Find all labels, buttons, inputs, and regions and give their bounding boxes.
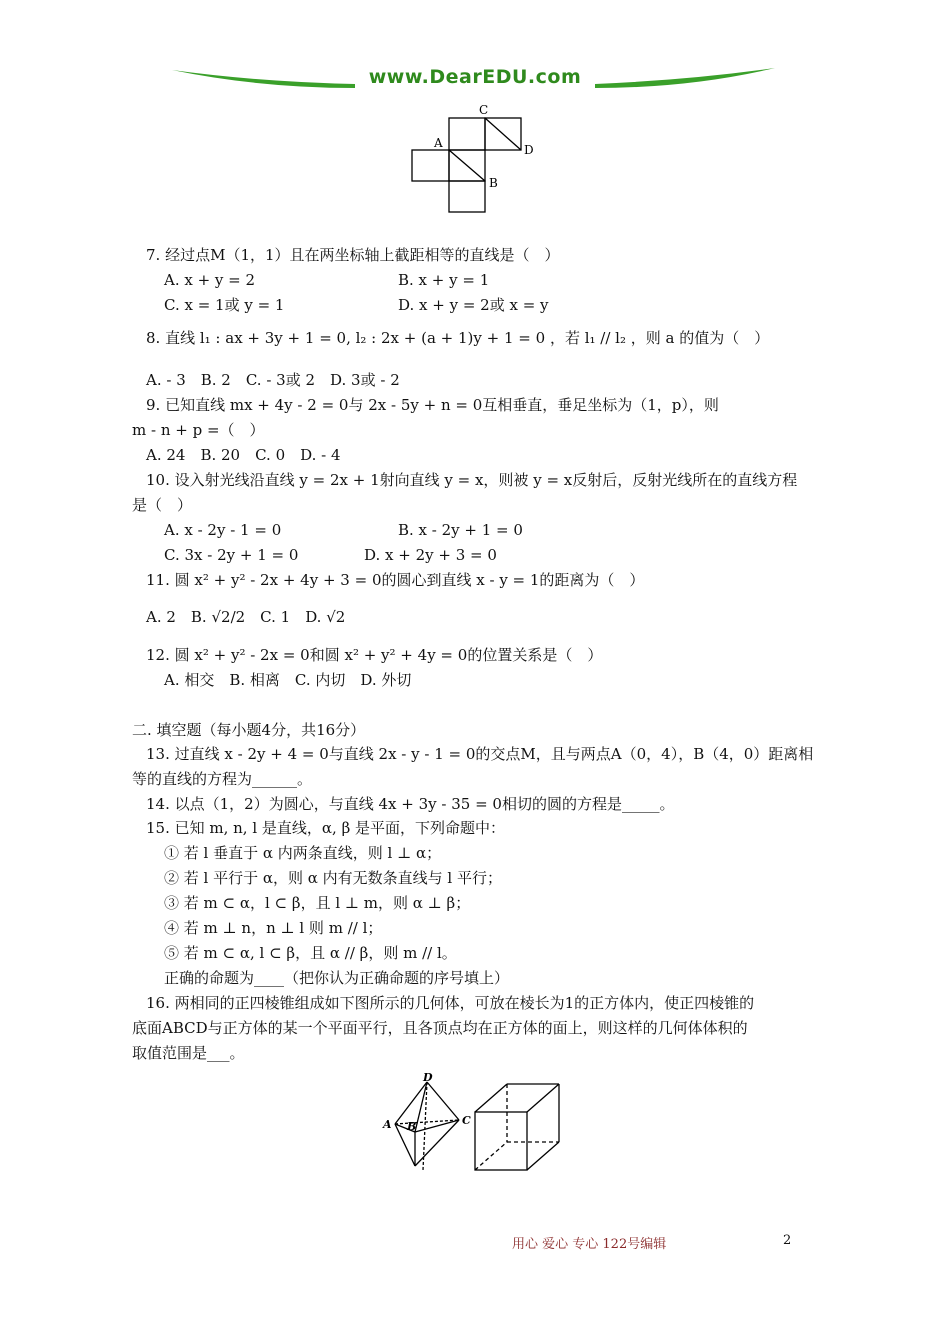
site-header bbox=[170, 62, 780, 96]
solid-label-d: D bbox=[423, 1071, 433, 1084]
q10-option-a: A. x - 2y - 1 = 0 bbox=[164, 521, 282, 539]
q10-stem-line2: 是（ ） bbox=[132, 496, 193, 514]
q7-option-b: B. x + y = 1 bbox=[398, 271, 490, 289]
q15-stem: 15. 已知 m, n, l 是直线，α, β 是平面，下列命题中： bbox=[146, 819, 506, 837]
q8-options: A. - 3 B. 2 C. - 3或 2 D. 3或 - 2 bbox=[146, 371, 400, 389]
q16-line2: 底面ABCD与正方体的某一个平面平行，且各顶点均在正方体的面上，则这样的几何体体积的 bbox=[132, 1019, 748, 1037]
q14-line: 14. 以点（1，2）为圆心，与直线 4x + 3y - 35 = 0相切的圆的方程是_____。 bbox=[146, 795, 675, 813]
q7-option-d: D. x + y = 2或 x = y bbox=[398, 296, 549, 314]
solid-label-b: B bbox=[407, 1120, 417, 1133]
footer-credit: 用心 爱心 专心 122号编辑 bbox=[512, 1237, 667, 1252]
q7-stem: 7. 经过点M（1，1）且在两坐标轴上截距相等的直线是（ ） bbox=[146, 246, 560, 264]
q10-stem-line1: 10. 设入射光线沿直线 y = 2x + 1射向直线 y = x，则被 y = x反射后，反射光线所在的直线方程 bbox=[146, 471, 798, 489]
q10-option-d: D. x + 2y + 3 = 0 bbox=[364, 546, 497, 564]
q12-stem: 12. 圆 x² + y² - 2x = 0和圆 x² + y² + 4y = 0的位置关系是（ ） bbox=[146, 646, 603, 664]
site-name: www.DearEDU.com bbox=[368, 66, 582, 88]
solid-label-a: A bbox=[383, 1118, 392, 1131]
q7-option-c: C. x = 1或 y = 1 bbox=[164, 296, 285, 314]
q11-stem: 11. 圆 x² + y² - 2x + 4y + 3 = 0的圆心到直线 x - y = 1的距离为（ ） bbox=[146, 571, 645, 589]
q12-options: A. 相交 B. 相离 C. 内切 D. 外切 bbox=[164, 671, 412, 689]
q15-proposition-2: ② 若 l 平行于 α，则 α 内有无数条直线与 l 平行； bbox=[164, 869, 502, 887]
q11-options: A. 2 B. √2/2 C. 1 D. √2 bbox=[146, 608, 346, 626]
solid-label-c: C bbox=[462, 1114, 471, 1127]
q15-proposition-5: ⑤ 若 m ⊂ α, l ⊂ β，且 α // β，则 m // l。 bbox=[164, 944, 457, 962]
q9-stem-line1: 9. 已知直线 mx + 4y - 2 = 0与 2x - 5y + n = 0互相垂直，垂足坐标为（1，p），则 bbox=[146, 396, 719, 414]
net-label-a: A bbox=[434, 136, 443, 150]
page-number: 2 bbox=[783, 1233, 792, 1248]
q15-proposition-3: ③ 若 m ⊂ α，l ⊂ β，且 l ⊥ m，则 α ⊥ β； bbox=[164, 894, 471, 912]
q15-proposition-1: ① 若 l 垂直于 α 内两条直线，则 l ⊥ α； bbox=[164, 844, 442, 862]
section-fill-in-title: 二. 填空题（每小题4分，共16分） bbox=[132, 721, 366, 739]
net-label-b: B bbox=[489, 176, 498, 190]
cube-net-figure bbox=[405, 100, 555, 215]
q9-options: A. 24 B. 20 C. 0 D. - 4 bbox=[146, 446, 341, 464]
q9-stem-line2: m - n + p =（ ） bbox=[132, 421, 265, 439]
q15-answer-line: 正确的命题为____（把你认为正确命题的序号填上） bbox=[164, 969, 510, 987]
q16-line3: 取值范围是___。 bbox=[132, 1044, 245, 1062]
q10-option-c: C. 3x - 2y + 1 = 0 bbox=[164, 546, 299, 564]
q13-line2: 等的直线的方程为______。 bbox=[132, 770, 313, 788]
net-label-d: D bbox=[524, 143, 534, 157]
solid-figure bbox=[375, 1070, 585, 1180]
q10-option-b: B. x - 2y + 1 = 0 bbox=[398, 521, 523, 539]
q13-line1: 13. 过直线 x - 2y + 4 = 0与直线 2x - y - 1 = 0的交点M，且与两点A（0，4），B（4，0）距离相 bbox=[146, 745, 814, 763]
q16-line1: 16. 两相同的正四棱锥组成如下图所示的几何体，可放在棱长为1的正方体内，使正四棱锥的 bbox=[146, 994, 755, 1012]
q7-option-a: A. x + y = 2 bbox=[164, 271, 256, 289]
net-label-c: C bbox=[479, 103, 489, 117]
q15-proposition-4: ④ 若 m ⊥ n，n ⊥ l 则 m // l； bbox=[164, 919, 383, 937]
q8-stem: 8. 直线 l₁ : ax + 3y + 1 = 0, l₂ : 2x + (a + 1)y + 1 = 0 ，若 l₁ // l₂ ，则 a 的值为（ ） bbox=[146, 329, 770, 347]
